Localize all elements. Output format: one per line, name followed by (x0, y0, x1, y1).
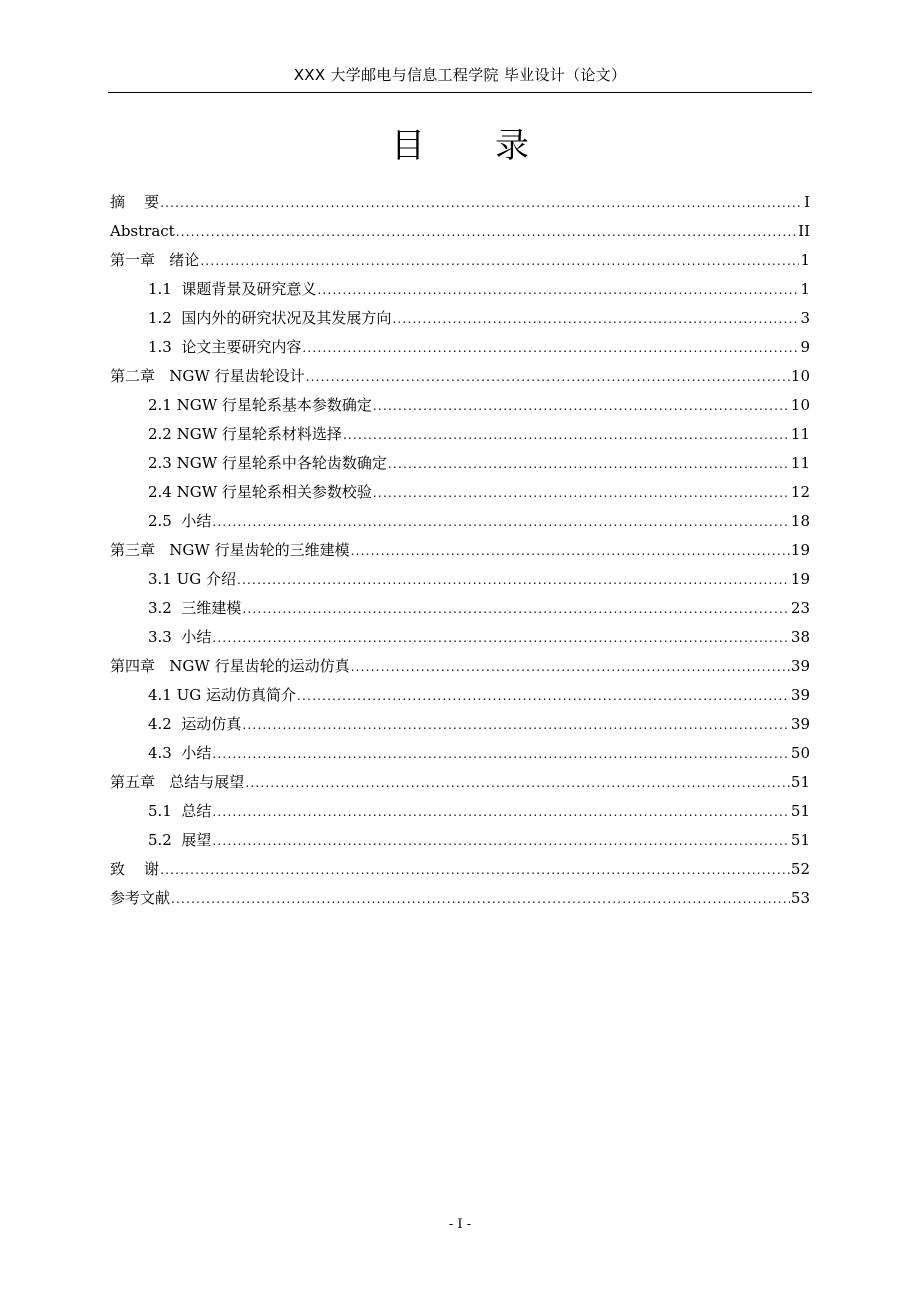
toc-entry[interactable] (110, 855, 810, 884)
toc-leader-dots (373, 479, 790, 508)
running-header: XXX 大学邮电与信息工程学院 毕业设计（论文） (293, 66, 627, 84)
toc-entry[interactable] (110, 797, 810, 826)
toc-entry-label: 2.1 NGW 行星轮系基本参数确定 (148, 396, 372, 414)
toc-leader-dots (351, 537, 790, 566)
toc-entry[interactable] (110, 391, 810, 420)
toc-leader-dots (297, 682, 790, 711)
toc-entry[interactable] (110, 449, 810, 478)
toc-entry-label: 4.2 运动仿真 (148, 715, 242, 733)
toc-entry-label: 3.2 三维建模 (148, 599, 242, 617)
toc-entry[interactable] (110, 304, 810, 333)
toc-entry-label: 4.1 UG 运动仿真简介 (148, 686, 297, 704)
toc-entry[interactable] (110, 826, 810, 855)
toc-entry-page: 51 (790, 802, 810, 820)
toc-leader-dots (343, 421, 790, 450)
toc-entry[interactable] (110, 217, 810, 246)
table-of-contents (110, 188, 810, 913)
toc-leader-dots (242, 595, 790, 624)
toc-entry-label: 3.1 UG 介绍 (148, 570, 237, 588)
toc-entry-label: 第一章 绪论 (110, 251, 200, 269)
toc-entry-page: 18 (790, 512, 810, 530)
toc-leader-dots (351, 653, 790, 682)
toc-entry[interactable] (110, 710, 810, 739)
toc-entry-page: I (804, 193, 810, 211)
toc-leader-dots (392, 305, 799, 334)
toc-entry[interactable] (110, 246, 810, 275)
toc-entry-label: 致 谢 (110, 860, 160, 878)
toc-leader-dots (302, 334, 799, 363)
toc-entry-label: 5.1 总结 (148, 802, 212, 820)
toc-entry-label: 第二章 NGW 行星齿轮设计 (110, 367, 305, 385)
toc-leader-dots (212, 827, 790, 856)
toc-entry-label: 参考文献 (110, 889, 171, 907)
toc-entry[interactable] (110, 565, 810, 594)
toc-entry-label: 4.3 小结 (148, 744, 212, 762)
toc-entry-page: 9 (800, 338, 810, 356)
toc-entry-page: 53 (790, 889, 810, 907)
toc-title: 目录 (391, 126, 599, 166)
toc-leader-dots (171, 885, 790, 914)
toc-leader-dots (176, 218, 797, 247)
toc-entry[interactable] (110, 333, 810, 362)
toc-entry-label: 2.3 NGW 行星轮系中各轮齿数确定 (148, 454, 387, 472)
toc-leader-dots (373, 392, 790, 421)
toc-entry-page: 3 (800, 309, 810, 327)
toc-entry-label: 1.3 论文主要研究内容 (148, 338, 302, 356)
toc-entry-label: 第三章 NGW 行星齿轮的三维建模 (110, 541, 350, 559)
toc-entry-page: 51 (790, 831, 810, 849)
toc-leader-dots (245, 769, 790, 798)
toc-leader-dots (212, 740, 790, 769)
toc-entry-page: 19 (790, 541, 810, 559)
toc-leader-dots (212, 624, 790, 653)
toc-entry-page: 1 (800, 251, 810, 269)
toc-entry[interactable] (110, 884, 810, 913)
toc-entry[interactable] (110, 652, 810, 681)
toc-entry-label: 3.3 小结 (148, 628, 212, 646)
toc-entry-label: 2.5 小结 (148, 512, 212, 530)
toc-entry-page: 11 (790, 454, 810, 472)
toc-entry[interactable] (110, 275, 810, 304)
toc-entry[interactable] (110, 768, 810, 797)
toc-entry-page: 10 (790, 396, 810, 414)
toc-leader-dots (317, 276, 799, 305)
toc-entry[interactable] (110, 681, 810, 710)
toc-entry-label: 2.2 NGW 行星轮系材料选择 (148, 425, 342, 443)
toc-entry-page: 10 (790, 367, 810, 385)
toc-entry-page: 19 (790, 570, 810, 588)
toc-entry[interactable] (110, 507, 810, 536)
toc-leader-dots (212, 798, 790, 827)
toc-entry[interactable] (110, 623, 810, 652)
toc-entry-page: 52 (790, 860, 810, 878)
toc-entry-page: II (798, 222, 810, 240)
toc-entry[interactable] (110, 188, 810, 217)
toc-entry-label: 2.4 NGW 行星轮系相关参数校验 (148, 483, 372, 501)
toc-entry-page: 50 (790, 744, 810, 762)
toc-leader-dots (160, 189, 803, 218)
toc-entry-page: 11 (790, 425, 810, 443)
toc-leader-dots (212, 508, 790, 537)
toc-leader-dots (237, 566, 790, 595)
toc-entry-page: 39 (790, 657, 810, 675)
toc-entry-label: 1.2 国内外的研究状况及其发展方向 (148, 309, 392, 327)
page-number: - I - (448, 1217, 472, 1232)
toc-leader-dots (388, 450, 790, 479)
toc-entry[interactable] (110, 536, 810, 565)
toc-entry-label: 摘 要 (110, 193, 160, 211)
toc-entry[interactable] (110, 478, 810, 507)
toc-leader-dots (160, 856, 790, 885)
toc-entry-label: 第四章 NGW 行星齿轮的运动仿真 (110, 657, 350, 675)
toc-entry-page: 51 (790, 773, 810, 791)
toc-entry-label: 第五章 总结与展望 (110, 773, 245, 791)
toc-leader-dots (200, 247, 799, 276)
toc-entry-page: 12 (790, 483, 810, 501)
toc-entry-page: 39 (790, 686, 810, 704)
toc-entry-page: 1 (800, 280, 810, 298)
toc-entry-label: Abstract (110, 222, 175, 240)
toc-leader-dots (242, 711, 790, 740)
toc-entry-label: 1.1 课题背景及研究意义 (148, 280, 317, 298)
toc-entry-page: 39 (790, 715, 810, 733)
toc-entry[interactable] (110, 362, 810, 391)
toc-entry[interactable] (110, 739, 810, 768)
toc-entry-page: 23 (790, 599, 810, 617)
toc-entry-label: 5.2 展望 (148, 831, 212, 849)
toc-leader-dots (306, 363, 790, 392)
toc-entry[interactable] (110, 420, 810, 449)
toc-entry[interactable] (110, 594, 810, 623)
header-divider (108, 92, 812, 93)
toc-entry-page: 38 (790, 628, 810, 646)
